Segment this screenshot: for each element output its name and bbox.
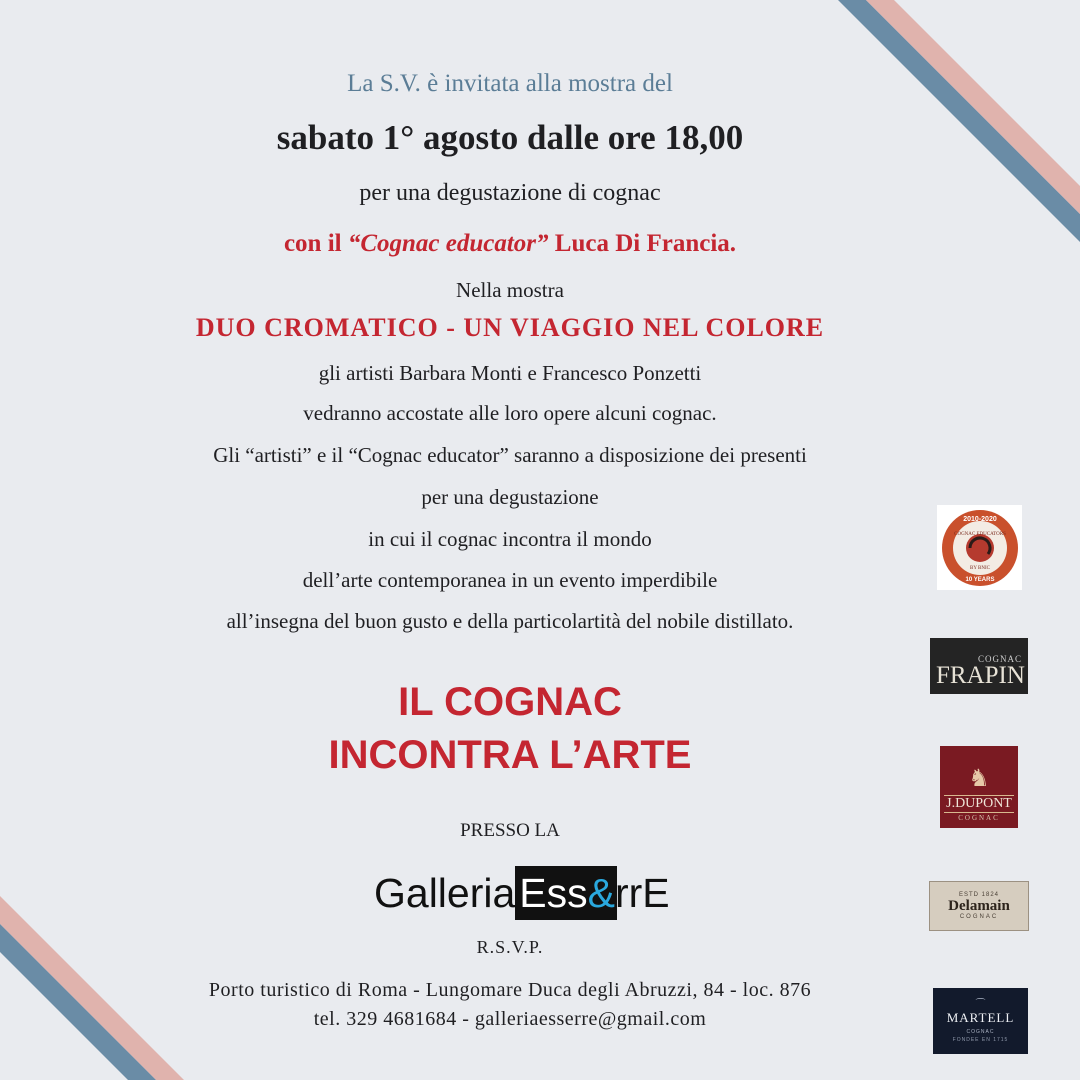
- educator-title: “Cognac educator”: [347, 230, 549, 257]
- headline-line-2: INCONTRA L’ARTE: [328, 733, 692, 777]
- body-line: all’insegna del buon gusto e della particolartità del nobile distillato.: [226, 609, 794, 633]
- address-line: Porto turistico di Roma - Lungomare Duca degli Abruzzi, 84 - loc. 876: [208, 979, 812, 1001]
- gallery-logo-part3: rrE: [615, 869, 670, 916]
- frapin-small: COGNAC: [977, 654, 1022, 664]
- delamain-name: Delamain: [948, 898, 1010, 914]
- jdupont-logo: [940, 746, 1018, 828]
- martell-small: COGNAC: [966, 1028, 995, 1035]
- presso-label: PRESSO LA: [460, 820, 560, 841]
- martell-fonde: FONDEE EN 1715: [952, 1036, 1009, 1043]
- body-line: vedranno accostate alle loro opere alcuni cognac.: [303, 401, 717, 425]
- horse-rider-icon: ♞: [968, 764, 990, 792]
- contact-line: tel. 329 4681684 - galleriaesserre@gmail.com: [313, 1008, 707, 1030]
- exhibition-title: DUO CROMATICO - UN VIAGGIO NEL COLORE: [195, 313, 825, 342]
- gallery-logo-amp: &: [587, 869, 615, 916]
- frapin-name: FRAPIN: [936, 662, 1025, 689]
- body-line: dell’arte contemporanea in un evento imperdibile: [302, 568, 718, 592]
- date-line: sabato 1° agosto dalle ore 18,00: [276, 118, 744, 157]
- body-line: gli artisti Barbara Monti e Francesco Ponzetti: [318, 361, 702, 385]
- educators-years-top: 2010-2020: [962, 515, 997, 523]
- educator-prefix: con il: [283, 230, 348, 257]
- cognac-educators-badge-icon: [940, 508, 1020, 588]
- educators-ring-text: COGNAC EDUCATORS: [953, 531, 1006, 537]
- gallery-logo-block: [515, 866, 617, 920]
- delamain-small: COGNAC: [959, 914, 999, 920]
- swift-bird-icon: ⌒: [975, 998, 986, 1010]
- educators-by-text: BY BNIC: [969, 565, 990, 571]
- rsvp-label: R.S.V.P.: [476, 937, 544, 957]
- jdupont-name: J.DUPONT: [946, 796, 1012, 811]
- martell-logo: [933, 988, 1028, 1054]
- educator-name: Luca Di Francia.: [548, 230, 737, 257]
- gallery-logo-part2: Ess: [519, 869, 588, 916]
- educators-years-bottom: 10 YEARS: [965, 576, 994, 583]
- body-line: in cui il cognac incontra il mondo: [368, 527, 652, 551]
- gallery-logo: [374, 866, 670, 920]
- delamain-estd: ESTD 1824: [958, 892, 1000, 898]
- jdupont-small: COGNAC: [958, 814, 1000, 822]
- educator-line: [0, 230, 1020, 258]
- cognac-educators-logo: [937, 505, 1022, 590]
- martell-name: MARTELL: [946, 1009, 1015, 1025]
- gallery-logo-part1: Galleria: [374, 869, 516, 916]
- body-line: Gli “artisti” e il “Cognac educator” saranno a disposizione dei presenti: [213, 443, 807, 467]
- body-line: per una degustazione: [421, 485, 599, 509]
- frapin-logo: [930, 638, 1028, 694]
- intro-line: La S.V. è invitata alla mostra del: [347, 70, 673, 97]
- exhibition-intro: Nella mostra: [456, 278, 564, 302]
- headline-line-1: IL COGNAC: [398, 680, 622, 724]
- purpose-line: per una degustazione di cognac: [359, 180, 661, 206]
- delamain-logo: [929, 881, 1029, 931]
